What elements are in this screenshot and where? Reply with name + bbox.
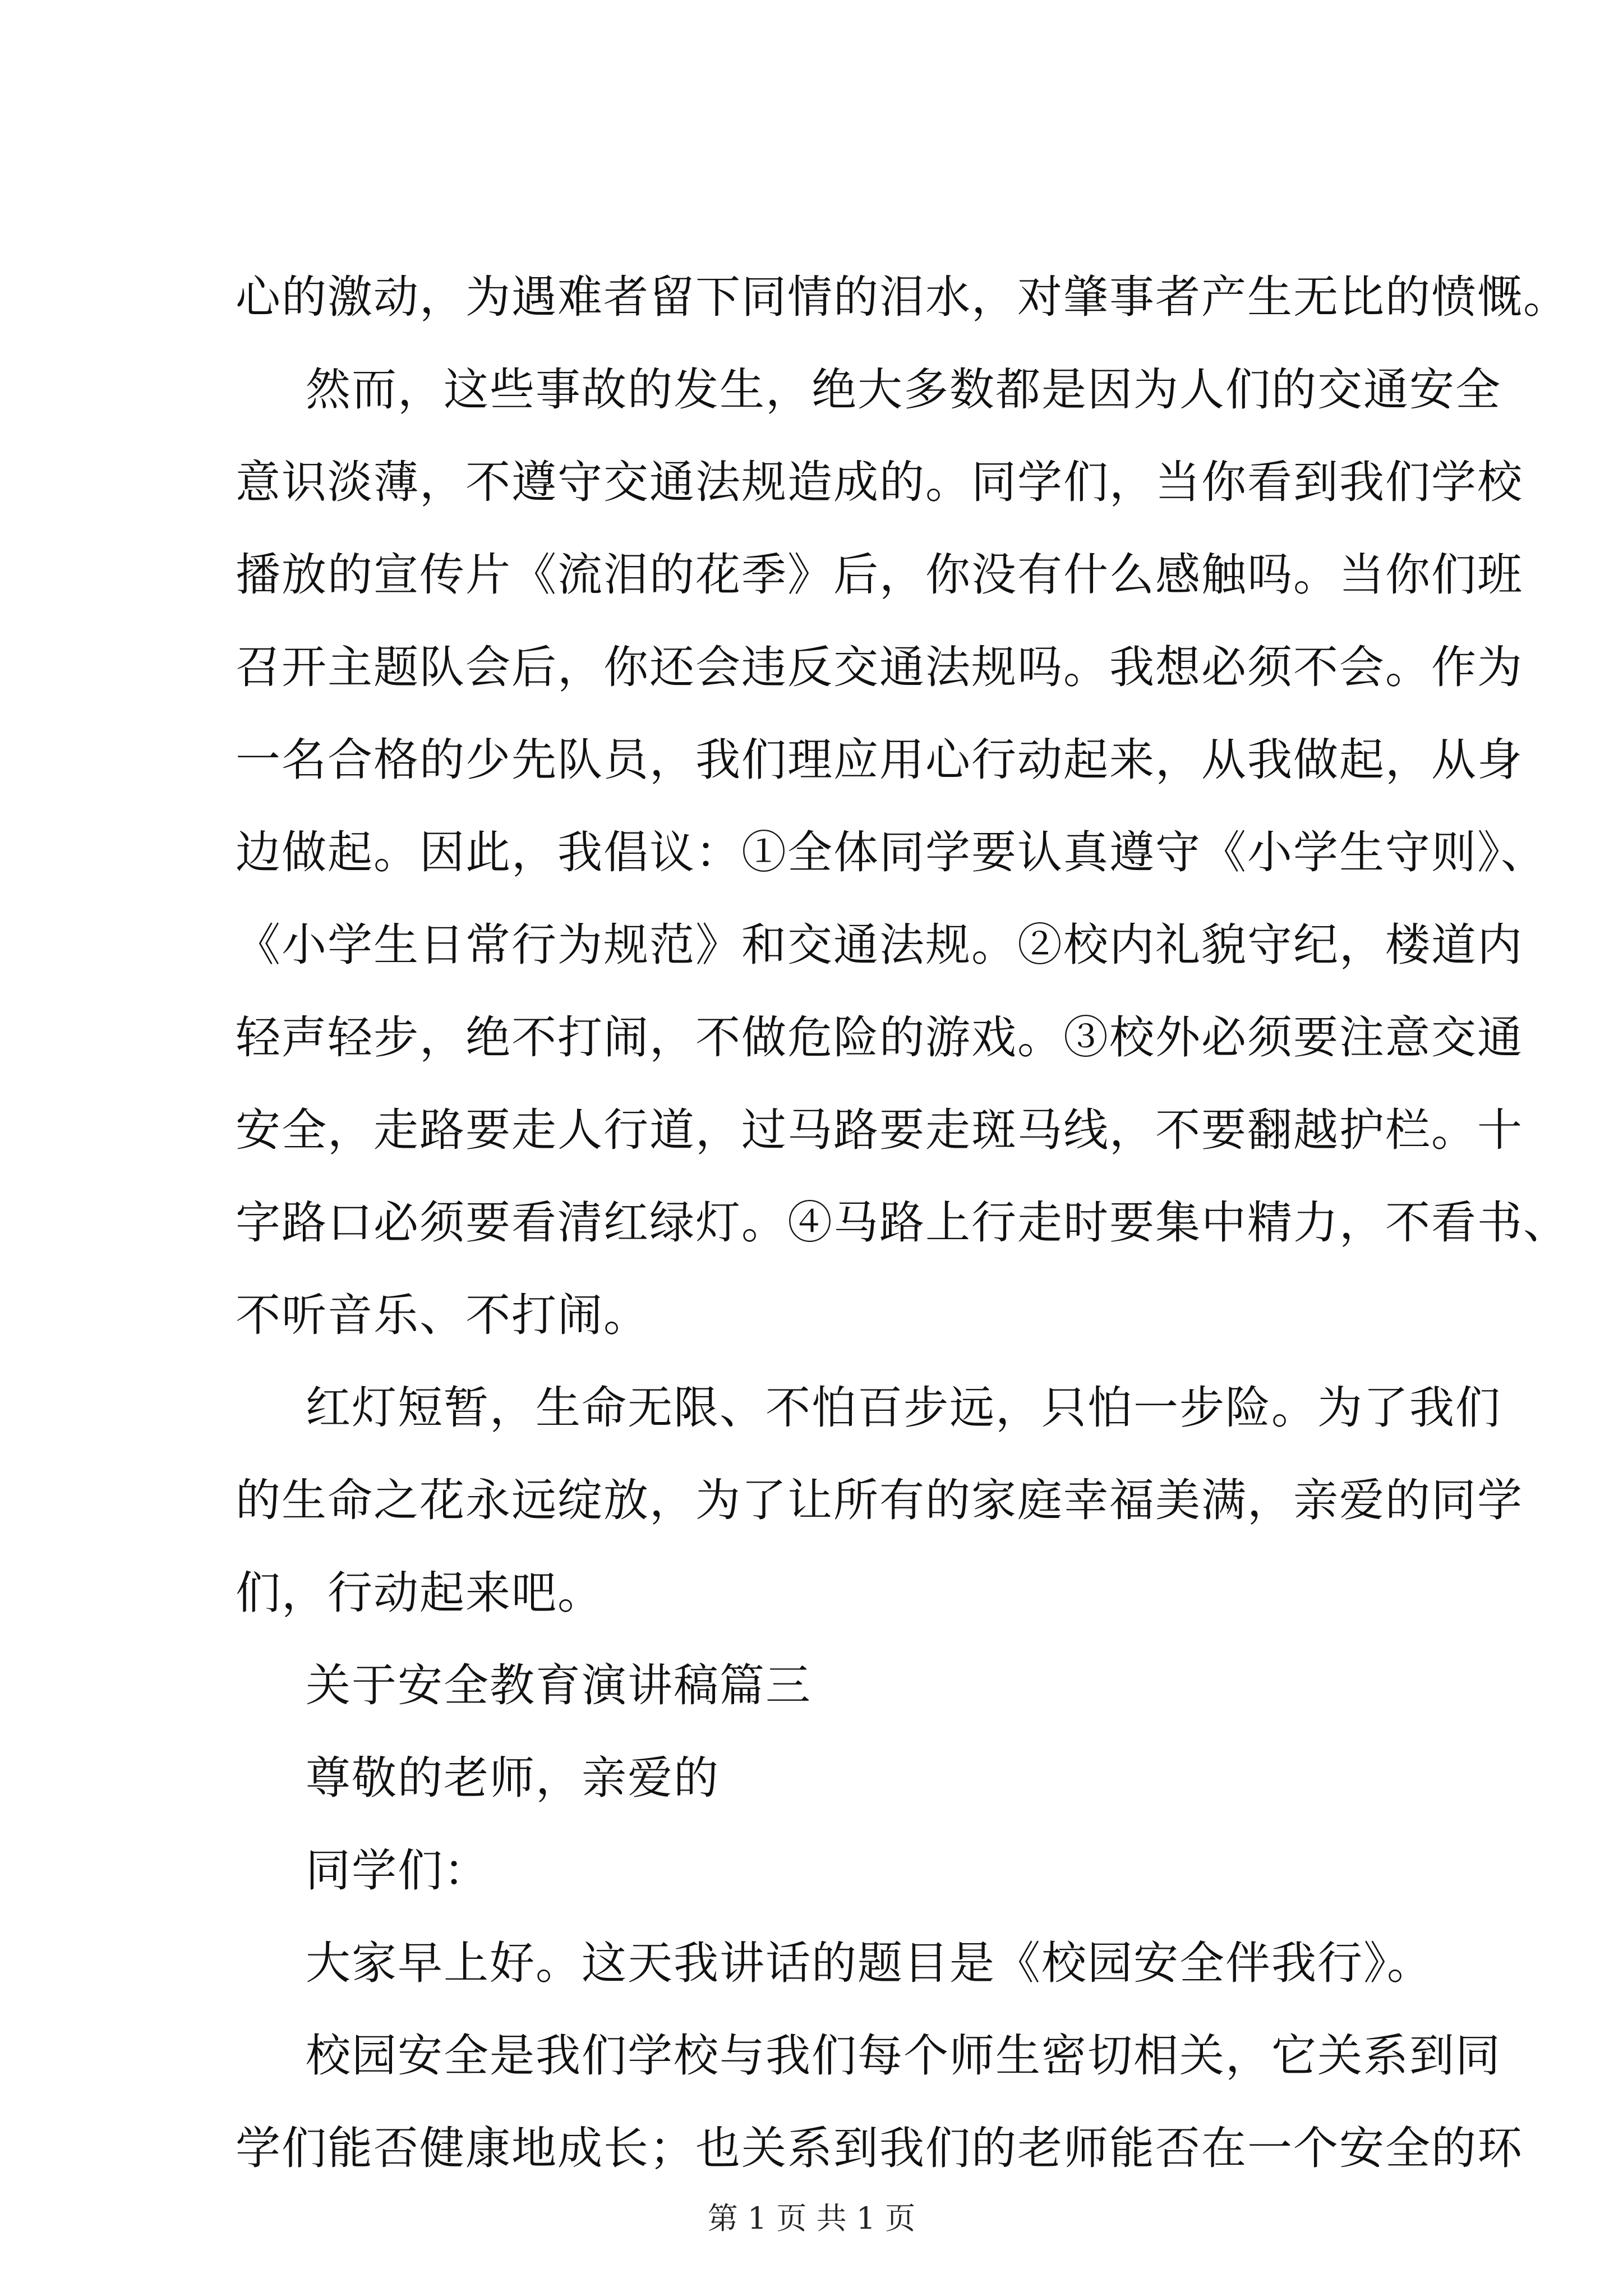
paragraph-line: 的生命之花永远绽放，为了让所有的家庭幸福美满，亲爱的同学 bbox=[236, 1474, 1523, 1526]
paragraph-line: 轻声轻步，绝不打闹，不做危险的游戏。③校外必须要注意交通 bbox=[236, 1011, 1523, 1064]
paragraph-line: 意识淡薄，不遵守交通法规造成的。同学们，当你看到我们学校 bbox=[236, 456, 1523, 508]
paragraph-line: 安全，走路要走人行道，过马路要走斑马线，不要翻越护栏。十 bbox=[236, 1104, 1523, 1156]
paragraph-line: 学们能否健康地成长；也关系到我们的老师能否在一个安全的环 bbox=[236, 2122, 1523, 2174]
salutation-line: 同学们： bbox=[306, 1844, 490, 1897]
paragraph-line: 一名合格的少先队员，我们理应用心行动起来，从我做起，从身 bbox=[236, 734, 1523, 786]
paragraph-line: 播放的宣传片《流泪的花季》后，你没有什么感触吗。当你们班 bbox=[236, 549, 1523, 601]
salutation-line: 尊敬的老师，亲爱的 bbox=[306, 1752, 720, 1804]
paragraph-line: 边做起。因此，我倡议：①全体同学要认真遵守《小学生守则》、 bbox=[236, 826, 1547, 878]
section-heading: 关于安全教育演讲稿篇三 bbox=[306, 1659, 811, 1711]
paragraph-line: 字路口必须要看清红绿灯。④马路上行走时要集中精力，不看书、 bbox=[236, 1197, 1569, 1249]
paragraph-line: 红灯短暂，生命无限、不怕百步远，只怕一步险。为了我们 bbox=[306, 1382, 1501, 1434]
paragraph-line: 们，行动起来吧。 bbox=[236, 1567, 603, 1619]
paragraph-line: 校园安全是我们学校与我们每个师生密切相关，它关系到同 bbox=[306, 2030, 1501, 2082]
paragraph-line: 不听音乐、不打闹。 bbox=[236, 1289, 649, 1341]
paragraph-line: 心的激动，为遇难者留下同情的泪水，对肇事者产生无比的愤慨。 bbox=[236, 271, 1569, 323]
paragraph-line: 然而，这些事故的发生，绝大多数都是因为人们的交通安全 bbox=[306, 364, 1501, 416]
paragraph-line: 大家早上好。这天我讲话的题目是《校园安全伴我行》。 bbox=[306, 1937, 1433, 1989]
paragraph-line: 《小学生日常行为规范》和交通法规。②校内礼貌守纪，楼道内 bbox=[236, 919, 1523, 971]
page-footer: 第 1 页 共 1 页 bbox=[707, 2201, 916, 2236]
paragraph-line: 召开主题队会后，你还会违反交通法规吗。我想必须不会。作为 bbox=[236, 641, 1523, 693]
